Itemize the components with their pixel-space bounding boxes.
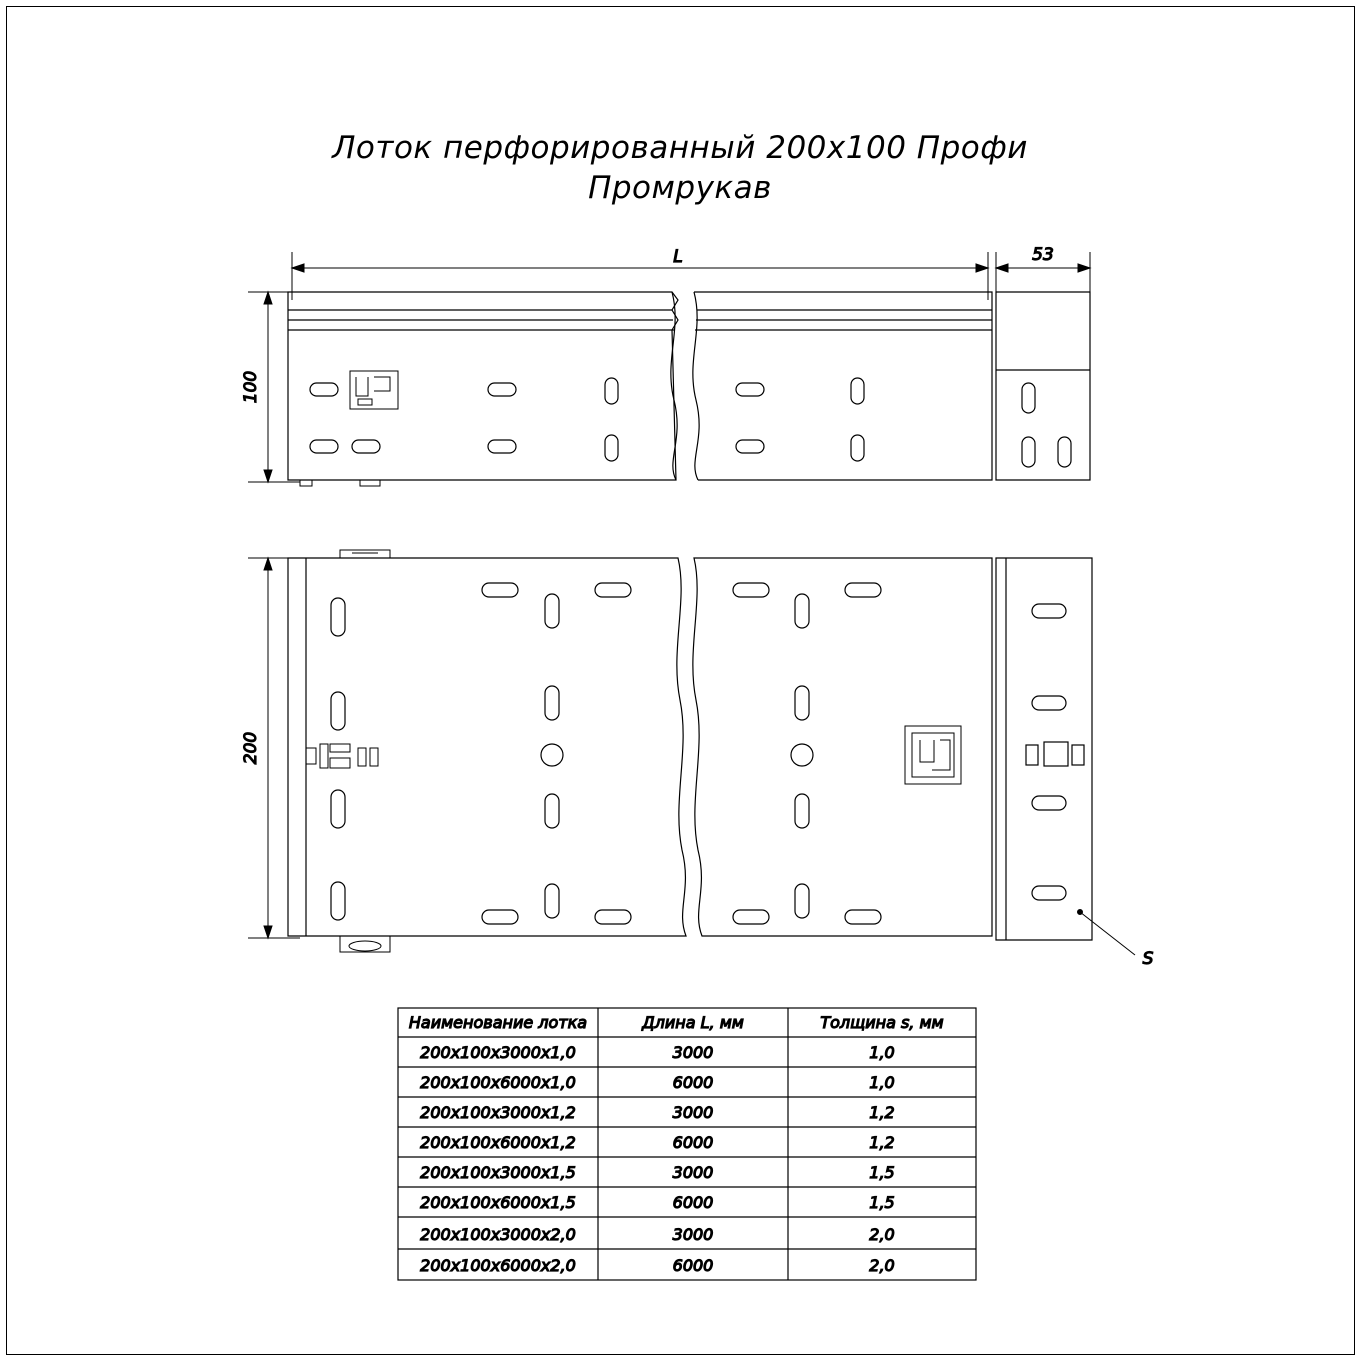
plan-view-left xyxy=(288,558,686,936)
dimension-length xyxy=(292,252,988,300)
table-cell-thickness: 1,2 xyxy=(869,1103,895,1122)
table-cell-name: 200х100х3000х1,2 xyxy=(420,1103,576,1122)
table-row xyxy=(420,1043,895,1062)
table-cell-name: 200х100х3000х1,0 xyxy=(420,1043,576,1062)
side-view-left xyxy=(288,292,678,480)
label-thickness-s: S xyxy=(1142,949,1154,969)
side-view-tabs xyxy=(300,480,380,486)
table-cell-name: 200х100х6000х1,2 xyxy=(420,1133,576,1152)
table-cell-thickness: 1,0 xyxy=(869,1043,895,1062)
title-line-1: Лоток перфорированный 200х100 Профи xyxy=(332,130,1028,166)
table-cell-length: 3000 xyxy=(672,1103,714,1122)
side-view-end-plate xyxy=(996,292,1090,480)
table-cell-name: 200х100х6000х2,0 xyxy=(420,1256,576,1275)
table-cell-length: 6000 xyxy=(672,1073,714,1092)
table-cell-name: 200х100х3000х2,0 xyxy=(420,1225,576,1244)
label-length: L xyxy=(673,247,683,267)
table-row xyxy=(420,1133,895,1152)
table-cell-length: 6000 xyxy=(672,1193,714,1212)
plan-view-perforations xyxy=(331,583,1084,924)
table-row xyxy=(420,1103,895,1122)
table-row xyxy=(420,1163,895,1182)
label-depth-200: 200 xyxy=(241,731,261,765)
table-cell-name: 200х100х6000х1,0 xyxy=(420,1073,576,1092)
table-cell-length: 3000 xyxy=(672,1163,714,1182)
table-header-cell: Толщина s, мм xyxy=(820,1013,944,1032)
label-height-100: 100 xyxy=(241,370,261,404)
table-row xyxy=(420,1225,895,1244)
table-cell-length: 3000 xyxy=(672,1225,714,1244)
table-row xyxy=(420,1073,895,1092)
table-cell-thickness: 2,0 xyxy=(869,1256,895,1275)
plan-view-logo-left xyxy=(306,744,378,768)
table-cell-length: 6000 xyxy=(672,1256,714,1275)
spec-table-header-row xyxy=(409,1013,944,1032)
table-header-cell: Длина L, мм xyxy=(642,1013,744,1032)
table-cell-thickness: 1,5 xyxy=(869,1163,895,1182)
table-cell-length: 6000 xyxy=(672,1133,714,1152)
table-cell-length: 3000 xyxy=(672,1043,714,1062)
label-width-53: 53 xyxy=(1032,245,1054,265)
table-cell-thickness: 1,5 xyxy=(869,1193,895,1212)
table-cell-name: 200х100х6000х1,5 xyxy=(420,1193,576,1212)
table-row xyxy=(420,1193,895,1212)
table-cell-thickness: 1,0 xyxy=(869,1073,895,1092)
title-line-2: Промрукав xyxy=(588,170,772,206)
table-header-cell: Наименование лотка xyxy=(408,1013,588,1032)
table-cell-thickness: 1,2 xyxy=(869,1133,895,1152)
table-cell-name: 200х100х3000х1,5 xyxy=(420,1163,576,1182)
side-view-perforations xyxy=(310,378,1071,467)
plan-view-logo-right xyxy=(905,726,961,784)
side-view-logo xyxy=(350,371,398,409)
table-cell-thickness: 2,0 xyxy=(869,1225,895,1244)
plan-view-tabs xyxy=(340,550,390,952)
table-row xyxy=(420,1256,895,1275)
thickness-leader xyxy=(1078,910,1136,956)
plan-view-right xyxy=(693,558,992,936)
